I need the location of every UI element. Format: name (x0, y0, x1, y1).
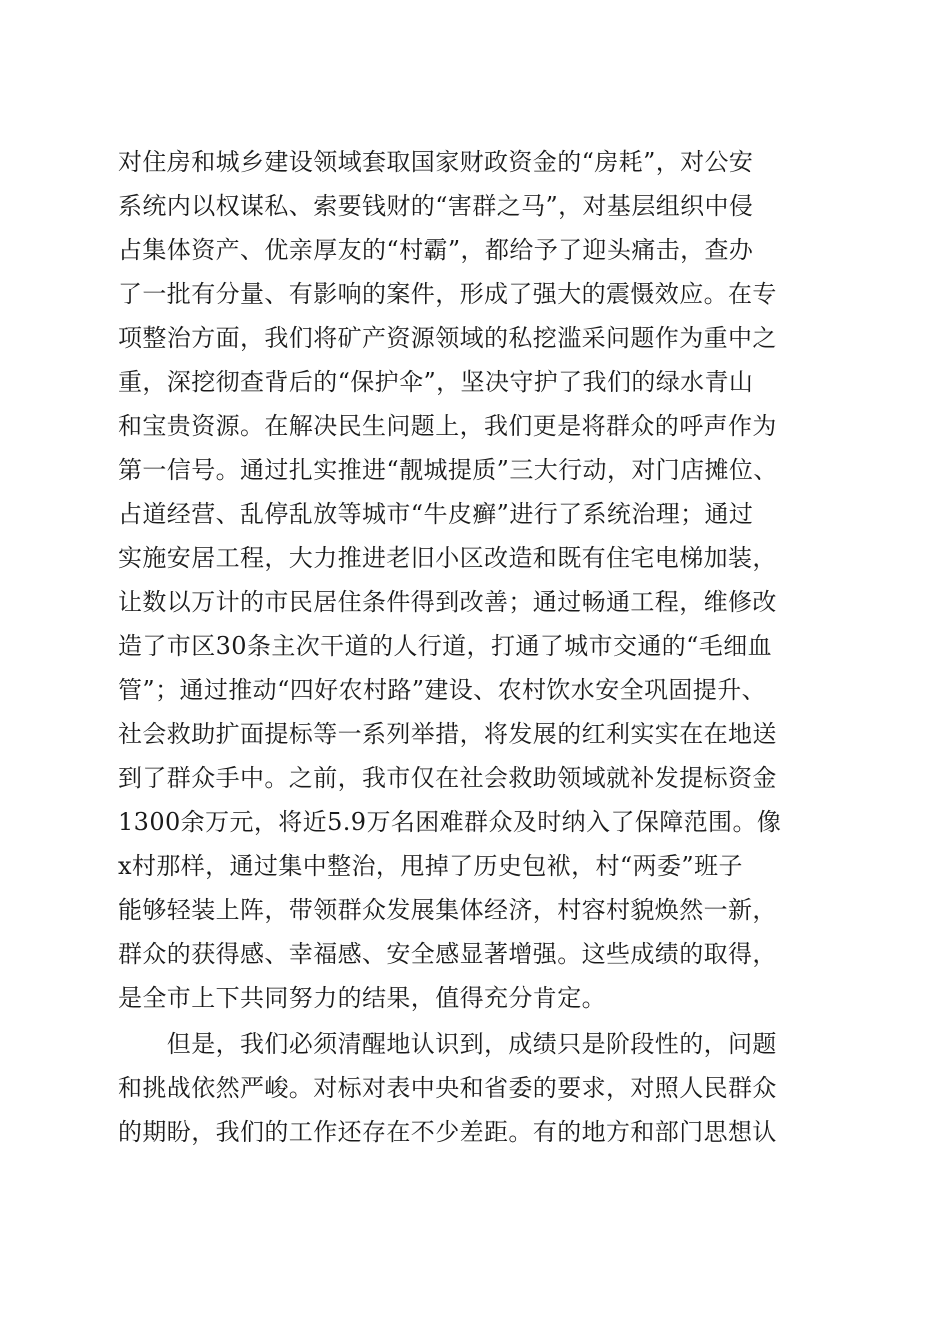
text-line: 1300余万元，将近5.9万名困难群众及时纳入了保障范围。像 (118, 808, 782, 836)
text-line: 的期盼，我们的工作还存在不少差距。有的地方和部门思想认 (118, 1118, 777, 1146)
text-line: 实施安居工程，大力推进老旧小区改造和既有住宅电梯加装， (118, 544, 777, 572)
text-line: 占集体资产、优亲厚友的“村霸”，都给予了迎头痛击，查办 (118, 236, 754, 264)
text-line: 和挑战依然严峻。对标对表中央和省委的要求，对照人民群众 (118, 1074, 777, 1102)
text-line: 到了群众手中。之前，我市仅在社会救助领域就补发提标资金 (118, 764, 777, 792)
text-line: 系统内以权谋私、索要钱财的“害群之马”，对基层组织中侵 (118, 192, 754, 220)
text-line: 项整治方面，我们将矿产资源领域的私挖滥采问题作为重中之 (118, 324, 777, 352)
text-line: 和宝贵资源。在解决民生问题上，我们更是将群众的呼声作为 (118, 412, 777, 440)
body-text (118, 140, 838, 1154)
text-line: 造了市区30条主次干道的人行道，打通了城市交通的“毛细血 (118, 632, 773, 660)
text-line: 社会救助扩面提标等一系列举措，将发展的红利实实在在地送 (118, 720, 777, 748)
text-line: 第一信号。通过扎实推进“靓城提质”三大行动，对门店摊位、 (118, 456, 778, 484)
text-line: 是全市上下共同努力的结果，值得充分肯定。 (118, 984, 606, 1012)
text-line: x村那样，通过集中整治，甩掉了历史包袱，村“两委”班子 (118, 852, 743, 880)
text-line: 但是，我们必须清醒地认识到，成绩只是阶段性的，问题 (118, 1030, 777, 1058)
text-line: 管”；通过推动“四好农村路”建设、农村饮水安全巩固提升、 (118, 676, 767, 704)
text-line: 群众的获得感、幸福感、安全感显著增强。这些成绩的取得， (118, 940, 777, 968)
text-line: 了一批有分量、有影响的案件，形成了强大的震慑效应。在专 (118, 280, 777, 308)
text-line: 重，深挖彻查背后的“保护伞”，坚决守护了我们的绿水青山 (118, 368, 754, 396)
text-line: 占道经营、乱停乱放等城市“牛皮癣”进行了系统治理；通过 (118, 500, 754, 528)
text-line: 能够轻装上阵，带领群众发展集体经济，村容村貌焕然一新， (118, 896, 777, 924)
text-line: 对住房和城乡建设领域套取国家财政资金的“房耗”，对公安 (118, 148, 754, 176)
text-line: 让数以万计的市民居住条件得到改善；通过畅通工程，维修改 (118, 588, 777, 616)
